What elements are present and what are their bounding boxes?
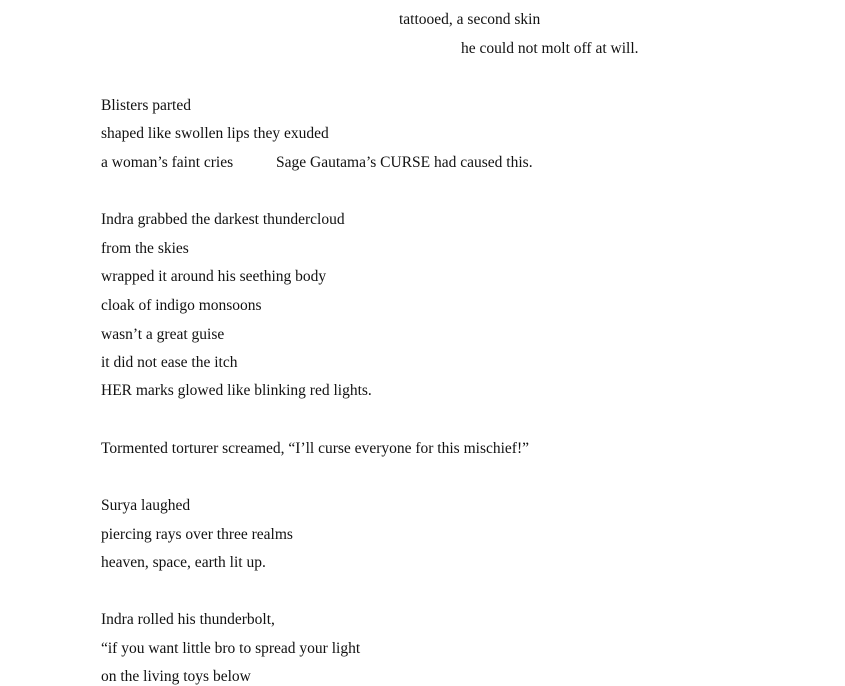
- poem-line: Blisters parted: [101, 97, 191, 114]
- poem-line: tattooed, a second skin: [399, 11, 541, 28]
- poem-line: Tormented torturer screamed, “I’ll curse everyone for this mischief!”: [101, 440, 529, 457]
- poem-line: piercing rays over three realms: [101, 526, 293, 543]
- poem-line: a woman’s faint cries: [101, 154, 234, 171]
- poem-line: wasn’t a great guise: [101, 326, 225, 343]
- poem-line: on the living toys below: [101, 668, 251, 685]
- poem-line: Indra rolled his thunderbolt,: [101, 611, 275, 628]
- poem-line: shaped like swollen lips they exuded: [101, 125, 329, 142]
- poem-line: heaven, space, earth lit up.: [101, 554, 266, 571]
- poem-line: Surya laughed: [101, 497, 191, 514]
- poem-line: Sage Gautama’s CURSE had caused this.: [276, 154, 533, 171]
- poem-line: Indra grabbed the darkest thundercloud: [101, 211, 345, 228]
- poem-line: he could not molt off at will.: [461, 40, 639, 57]
- poem-line: it did not ease the itch: [101, 354, 238, 371]
- poem-line: from the skies: [101, 240, 189, 257]
- poem-line: HER marks glowed like blinking red lights.: [101, 382, 372, 399]
- poem-line: cloak of indigo monsoons: [101, 297, 262, 314]
- poem-line: “if you want little bro to spread your light: [101, 640, 361, 657]
- poem-line: wrapped it around his seething body: [101, 268, 327, 285]
